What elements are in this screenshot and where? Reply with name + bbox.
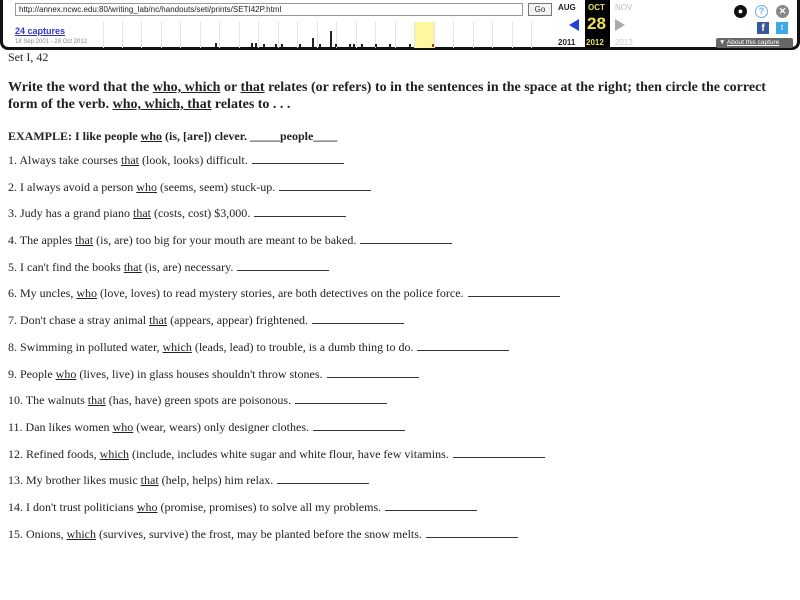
item-text: 10. The walnuts: [8, 393, 88, 408]
timeline-capture-tick: [389, 44, 391, 47]
item-pronoun: that: [132, 206, 151, 221]
item-pronoun: which: [66, 526, 96, 541]
exercise-item: [8, 447, 792, 474]
worksheet-page: [8, 50, 792, 553]
item-text: 2. I always avoid a person: [8, 179, 137, 194]
timeline-gridline: [103, 22, 104, 48]
help-icon[interactable]: ?: [755, 5, 768, 18]
timeline-gridline: [258, 22, 259, 48]
answer-blank: [453, 448, 545, 458]
instructions-text: or: [220, 80, 241, 95]
timeline-gridline: [180, 22, 181, 48]
exercise-item: [8, 206, 792, 233]
triangle-down-icon: ▼: [719, 39, 726, 46]
timeline-capture-tick: [312, 38, 314, 47]
wayback-toolbar: [0, 0, 800, 50]
answer-blank: [385, 501, 477, 511]
answer-blank: [279, 181, 371, 191]
current-month-label: OCT: [588, 3, 605, 12]
set-label: Set I, 42: [8, 50, 49, 64]
timeline-capture-tick: [375, 44, 377, 47]
timeline-gridline: [531, 22, 532, 48]
answer-blank: [252, 154, 344, 164]
item-text: (survives, survive) the frost, may be planted before the snow melts.: [96, 526, 422, 541]
item-text: 15. Onions,: [8, 526, 67, 541]
current-capture-date: [585, 0, 610, 48]
twitter-icon[interactable]: t: [776, 22, 788, 34]
next-year-label: 2013: [615, 38, 633, 47]
timeline-gridline: [512, 22, 513, 48]
example-pronoun: who: [140, 129, 163, 143]
item-pronoun: that: [87, 393, 106, 408]
item-pronoun: who: [136, 499, 158, 514]
timeline-gridline: [161, 22, 162, 48]
timeline-capture-tick: [432, 44, 434, 47]
current-day-label: 28: [587, 14, 606, 33]
item-text: (costs, cost) $3,000.: [150, 206, 251, 221]
capture-timeline[interactable]: [103, 22, 553, 48]
item-text: 6. My uncles,: [8, 286, 77, 301]
user-account-icon[interactable]: ●: [734, 5, 747, 18]
timeline-gridline: [434, 22, 435, 48]
timeline-gridline: [395, 22, 396, 48]
instructions-text: relates to . . .: [211, 97, 291, 112]
timeline-capture-tick: [335, 44, 337, 47]
timeline-gridline: [317, 22, 318, 48]
item-text: (has, have) green spots are poisonous.: [105, 393, 292, 408]
item-text: 3. Judy has a grand piano: [8, 206, 133, 221]
item-text: 5. I can't find the books: [8, 259, 124, 274]
exercise-item: [8, 260, 792, 287]
item-text: (look, looks) difficult.: [138, 153, 248, 167]
item-text: 1. Always take courses: [8, 153, 121, 167]
answer-blank: [313, 421, 405, 431]
answer-blank: [277, 474, 369, 484]
instructions-underlined: that: [240, 80, 265, 95]
next-month-label: NOV: [615, 3, 633, 12]
timeline-capture-tick: [215, 43, 217, 47]
item-text: (include, includes white sugar and white flour, have few vitamins.: [128, 446, 449, 461]
item-text: (wear, wears) only designer clothes.: [133, 419, 310, 434]
timeline-gridline: [239, 22, 240, 48]
answer-blank: [312, 314, 404, 324]
about-capture-label: About this capture: [726, 39, 780, 46]
example-text: (is, [are]) clever. _____people____: [162, 129, 338, 143]
timeline-capture-tick: [353, 44, 355, 47]
example-sentence: [8, 129, 792, 143]
exercise-item: [8, 367, 792, 394]
exercise-item: [8, 527, 792, 554]
answer-blank: [237, 261, 329, 271]
instructions-underlined: who, which: [152, 80, 221, 95]
instructions-text: relates (or refers) to in the sentences in the space at the right; then circle the correct form of the verb.: [8, 80, 766, 112]
timeline-gridline: [278, 22, 279, 48]
timeline-capture-tick: [330, 31, 332, 47]
exercise-item: [8, 180, 792, 207]
item-text: (seems, seem) stuck-up.: [156, 179, 276, 194]
url-input[interactable]: http://annex.ncwc.edu:80/writing_lab/nc/handouts/seti/prints/SETI42P.html: [15, 3, 523, 16]
item-text: 7. Don't chase a stray animal: [8, 313, 150, 328]
exercise-item: [8, 393, 792, 420]
timeline-gridline: [219, 22, 220, 48]
timeline-capture-tick: [275, 44, 277, 47]
item-text: (promise, promises) to solve all my problems.: [157, 499, 382, 514]
item-pronoun: which: [99, 446, 129, 461]
timeline-gridline: [141, 22, 142, 48]
item-text: (lives, live) in glass houses shouldn't throw stones.: [76, 366, 323, 381]
prev-year-label[interactable]: 2011: [558, 38, 576, 47]
answer-blank: [417, 341, 509, 351]
exercise-item: [8, 340, 792, 367]
about-capture-button[interactable]: [716, 38, 793, 48]
item-text: (is, are) necessary.: [141, 259, 234, 274]
item-text: 8. Swimming in polluted water,: [8, 339, 163, 354]
answer-blank: [254, 207, 346, 217]
exercise-item: [8, 473, 792, 500]
item-pronoun: who: [55, 366, 77, 381]
instructions-text: Write the word that the: [8, 80, 153, 95]
timeline-capture-tick: [281, 44, 283, 47]
answer-blank: [360, 234, 452, 244]
item-text: (help, helps) him relax.: [158, 473, 274, 488]
instructions-heading: [8, 79, 768, 113]
item-text: (is, are) too big for your mouth are meant to be baked.: [93, 233, 357, 248]
timeline-capture-tick: [255, 43, 257, 47]
timeline-capture-tick: [251, 43, 253, 47]
answer-blank: [327, 368, 419, 378]
timeline-gridline: [297, 22, 298, 48]
timeline-gridline: [453, 22, 454, 48]
item-pronoun: who: [112, 419, 134, 434]
answer-blank: [426, 528, 518, 538]
next-capture-arrow-icon: [615, 19, 625, 31]
exercise-item: [8, 153, 792, 180]
prev-month-label[interactable]: AUG: [558, 3, 576, 12]
timeline-gridline: [122, 22, 123, 48]
current-year-label: 2012: [586, 38, 604, 47]
close-icon[interactable]: ✕: [776, 5, 789, 18]
timeline-capture-tick: [349, 44, 351, 47]
capture-date-range: 18 Sep 2001 - 28 Oct 2012: [15, 39, 88, 45]
timeline-gridline: [414, 22, 415, 48]
item-text: 13. My brother likes music: [8, 473, 141, 488]
answer-blank: [295, 394, 387, 404]
example-text: EXAMPLE: I like people: [8, 129, 141, 143]
timeline-capture-tick: [319, 44, 321, 47]
item-pronoun: that: [149, 313, 168, 328]
go-button[interactable]: Go: [528, 3, 552, 16]
timeline-gridline: [200, 22, 201, 48]
item-pronoun: that: [123, 259, 142, 274]
captures-link[interactable]: 24 captures: [15, 26, 66, 36]
item-text: (appears, appear) frightened.: [167, 313, 309, 328]
item-text: 12. Refined foods,: [8, 446, 100, 461]
timeline-capture-tick: [409, 44, 411, 47]
exercise-item: [8, 500, 792, 527]
item-text: (leads, lead) to trouble, is a dumb thing to do.: [191, 339, 414, 354]
timeline-capture-tick: [299, 44, 301, 47]
item-pronoun: that: [75, 233, 94, 248]
timeline-capture-tick: [263, 44, 265, 47]
timeline-gridline: [473, 22, 474, 48]
item-text: 14. I don't trust politicians: [8, 499, 137, 514]
timeline-gridline: [356, 22, 357, 48]
facebook-icon[interactable]: f: [757, 22, 769, 34]
answer-blank: [468, 287, 560, 297]
instructions-underlined: who, which, that: [112, 97, 212, 112]
exercise-item: [8, 420, 792, 447]
exercise-list: [8, 153, 792, 553]
item-text: (love, loves) to read mystery stories, are both detectives on the police force.: [97, 286, 464, 301]
item-pronoun: who: [76, 286, 97, 301]
timeline-gridline: [492, 22, 493, 48]
item-pronoun: that: [120, 153, 139, 167]
item-text: 11. Dan likes women: [8, 419, 113, 434]
item-text: 9. People: [8, 366, 56, 381]
item-pronoun: which: [162, 339, 192, 354]
exercise-item: [8, 313, 792, 340]
item-pronoun: that: [140, 473, 159, 488]
exercise-item: [8, 233, 792, 260]
timeline-capture-tick: [361, 44, 363, 47]
exercise-item: [8, 286, 792, 313]
item-pronoun: who: [136, 179, 157, 194]
item-text: 4. The apples: [8, 233, 76, 248]
prev-capture-arrow-icon[interactable]: [569, 19, 579, 31]
